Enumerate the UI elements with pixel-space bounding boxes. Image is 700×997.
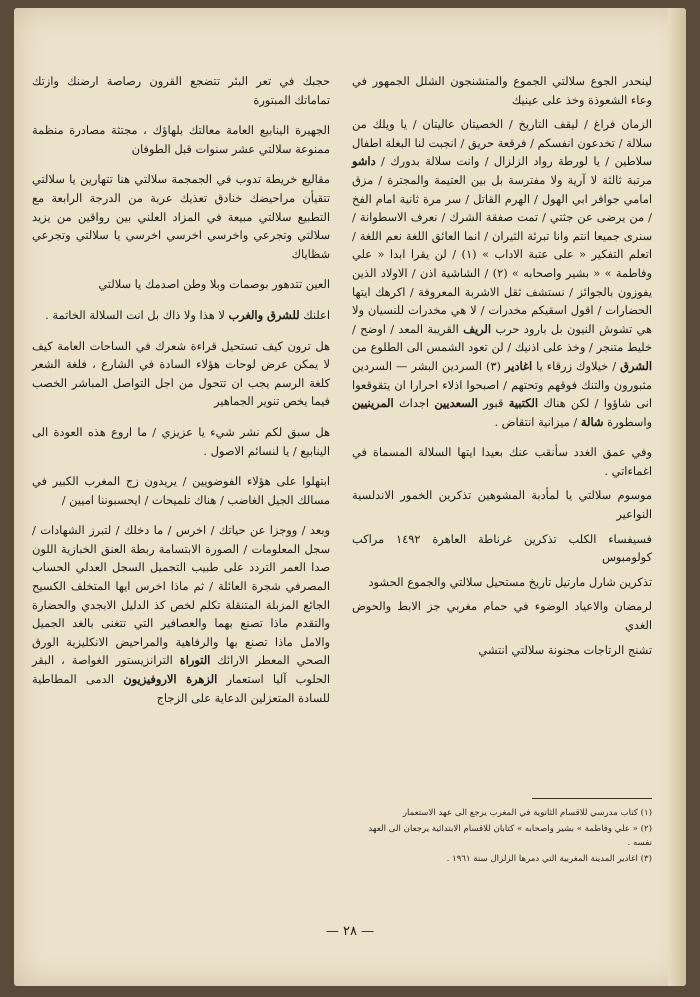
right-paragraph-5: فسيفساء الكلب تذكرين غرناطة العاهرة ١٤٩٢ مراكب كولومبوس (352, 531, 652, 565)
text-run: الزمان فراغ / ليقف التاريخ / الخصيتان عاليتان / يا ويلك من سلالة / تخدعون انفسكم / فرقعة حريق / انجبت لنا البغلة اطفال سلاطين / يا لورطة رواد الزلزال / وانت سلالة بدورك / (352, 117, 652, 169)
text-run: الدمى المطاطية للسادة المتعزلين الدعاية على الزجاج (32, 672, 330, 705)
text-run: الترانزيستور الغواصة ، البقر الحلوب آليا استعمار (32, 653, 330, 687)
right-column (352, 72, 652, 665)
left-paragraph-8: ابتهلوا على هؤلاء الفوضويين / يريدون زج المغرب الكبير في مسالك الجيل الغاضب / هناك تلميحات / ايحسبوننا اميين / (32, 474, 330, 507)
magazine-page (14, 8, 686, 986)
bold-term-saadians: السعديين (434, 396, 478, 411)
text-run: اجداث (398, 396, 430, 411)
footnotes (352, 806, 652, 868)
text-run: وبعد / ووجزا عن حياتك / اخرس / ما دخلك / لتبرز الشهادات / سجل المعلومات / الصورة الابتسامة ربطة العنق الخبازية اللون صدا العمر التردد على طبيب التجميل السجل العدلي الحساب المصرفي شجرة العائلة / ثم ماذا اخرس ايها المتخلف الكسيح الجائع المزبلة المتنقلة تكلم لخص كذ الدليل الابجدي والحضارة والتقدم ماذا تصنع بهما والعصافير التي تتغنى بالغد الجميل والامل ماذا تصنع بها والرفاهية والمراحيض الانكليزية الورق الصحي المعطر الارائك (32, 523, 331, 668)
text-run: (٣) السردين البشر — السردين مثبورون والتنك فوقهم وتحتهم / اصبحوا اذلاء احرارا ان يتقوقعوا انى شاؤوا / لكن هناك (352, 358, 653, 411)
footnote-divider (532, 798, 652, 799)
footnote-2: (٢) « علي وفاطمة » بشير واصحابه » كتابان للاقسام الابتدائية يرجعان الى العهد نفسه . (368, 824, 652, 848)
left-paragraph-4: العين تتدهور بوصمات وبلا وطن اصدمك يا سلالتي (98, 277, 330, 292)
bold-term-agadir: اغادير (504, 358, 533, 373)
text-run: قبور (483, 396, 504, 411)
left-paragraph-7: هل سبق لكم نشر شيء يا عزيزي / ما اروع هذه العودة الى الينابيع / يا لنسائم الاصول . (32, 424, 330, 458)
bold-term-dasho: داشو (352, 154, 376, 169)
bold-term-torah: التوراة (179, 653, 211, 668)
right-paragraph-1: لينحدر الجوع سلالتي الجموع والمتشنجون الشلل الجمهور في وعاء الشعوذة وخذ على عينيك (352, 74, 652, 107)
text-run: / خيلاوك زرقاء يا (536, 358, 617, 373)
right-paragraph-3: وفي عمق الغدد سأنقب عنك بعيدا ايتها السلالة المسماة في اغماءاتي . (352, 445, 652, 478)
text-run: واسطورة (607, 414, 652, 429)
text-run: مرتبة ثالثة لا آرية ولا مفترسة بل بين العتيمة والمجترة / مزق امامي جوافر ابي الهول / الهرم القاتل / سر مرة ثانية امام الفخ / من يرضى عن جثتي / تمت صفقة الشرك / نعرف الاسطوانة / سنرى جميعا انتم وانا تبرئة الثيران / انما العائق اللغة نعم اللغة / اتعلم التفكير « على عتبة الاداب » (١) / لن يقرا ابدا « علي وفاطمة » « بشير واصحابه » (٢) / الشاشية اذن / الاولاد الذين يفوزون بالجوائز / نستشف ثقل الاشربة المعروفة / اكرهك ايتها الحضارات / اقول اسقيكم مخدرات / لا هي مخدرات للنسيان ولا هي تشوش النيون بل بارود حرب (352, 172, 653, 336)
left-paragraph-1: حجبك في تعر البئر تتضجع القرون رصاصة ارضنك وازتك تماماتك المبتورة (32, 74, 330, 107)
right-paragraph-8: تشنج الرتاجات مجنونة سلالتي انتشي (478, 642, 652, 657)
page-number: — ٢٨ — (325, 924, 375, 939)
footnote-1: (١) كتاب مدرسي للاقسام الثانوية في المغرب يرجع الى عهد الاستعمار (402, 808, 652, 818)
left-paragraph-2: الجهيرة الينابيع العامة معالتك بلهاؤك ، مجتثة مصادرة منظمة ممنوعة سلالتي عشر سنوات قبل الطوفان (32, 123, 330, 156)
bold-term-east: الشرق (620, 358, 653, 373)
text-run: لا هذا ولا ذاك بل انت السلالة الخاتمة . (45, 307, 225, 322)
bold-term-east-west: للشرق والغرب (228, 307, 300, 322)
text-run: / ميزانية انتقاض . (494, 414, 578, 429)
left-paragraph-5 (32, 306, 330, 325)
bold-term-chellah: شالة (580, 414, 604, 429)
left-paragraph-6: هل ترون كيف تستحيل قراءة شعرك في الساحات العامة كيف لا يمكن عرض لوحات هؤلاء السادة في الشارع ، فلغة الشعر كلغة الرسم يجب ان تتحول من اجل التواصل المباشر الخصب فيما يخص تنوير الجماهير (32, 338, 330, 409)
page-edge (668, 8, 686, 986)
footnote-3: (٣) اغادير المدينة المغربية التي دمرها الزلزال سنة ١٩٦١ . (446, 854, 652, 864)
left-paragraph-9 (32, 521, 330, 707)
right-paragraph-6: تذكرين شارل مارتيل تاريخ مستحيل سلالتي والجموع الحشود (368, 574, 652, 589)
right-paragraph-4: موسوم سلالتي يا لمأدبة المشوهين تذكرين الخمور الاندلسية النواعير (352, 488, 652, 522)
text-run: القريبة المعد / اوضح / خليط متنجر / وخذ على اذنيك / لن تعود الشمس الى الطلوع من (352, 321, 652, 355)
bold-term-koutoubia: الكتبية (508, 396, 539, 411)
right-paragraph-2 (352, 115, 652, 431)
right-paragraph-7: لرمضان والاعياد الوضوء في حمام مغربي جز الابط والحوض الغدي (352, 599, 652, 633)
bold-term-zahra-eurovision: الزهرة الاروفيزيون (123, 672, 218, 687)
bold-term-marinids: المرينيين (352, 396, 394, 411)
left-column (32, 72, 330, 719)
bold-term-rif: الريف (463, 321, 492, 336)
text-run: اعلنك (303, 307, 330, 322)
left-paragraph-3: مقاليع خريطة تدوب في الجمجمة سلالتي هنا تتهارين يا سلالتي تتقيأن مراحيضك خنادق تعذيك عربة من الدرجة الرابعة مع التطبيع سلالتي مبيعة في المزاد العلني بين رواقين من يزيد سلالتي وتجرعي واخرسي اخرسي اخرسي يا سلالتي وتجرعي شظاياك (32, 172, 330, 261)
